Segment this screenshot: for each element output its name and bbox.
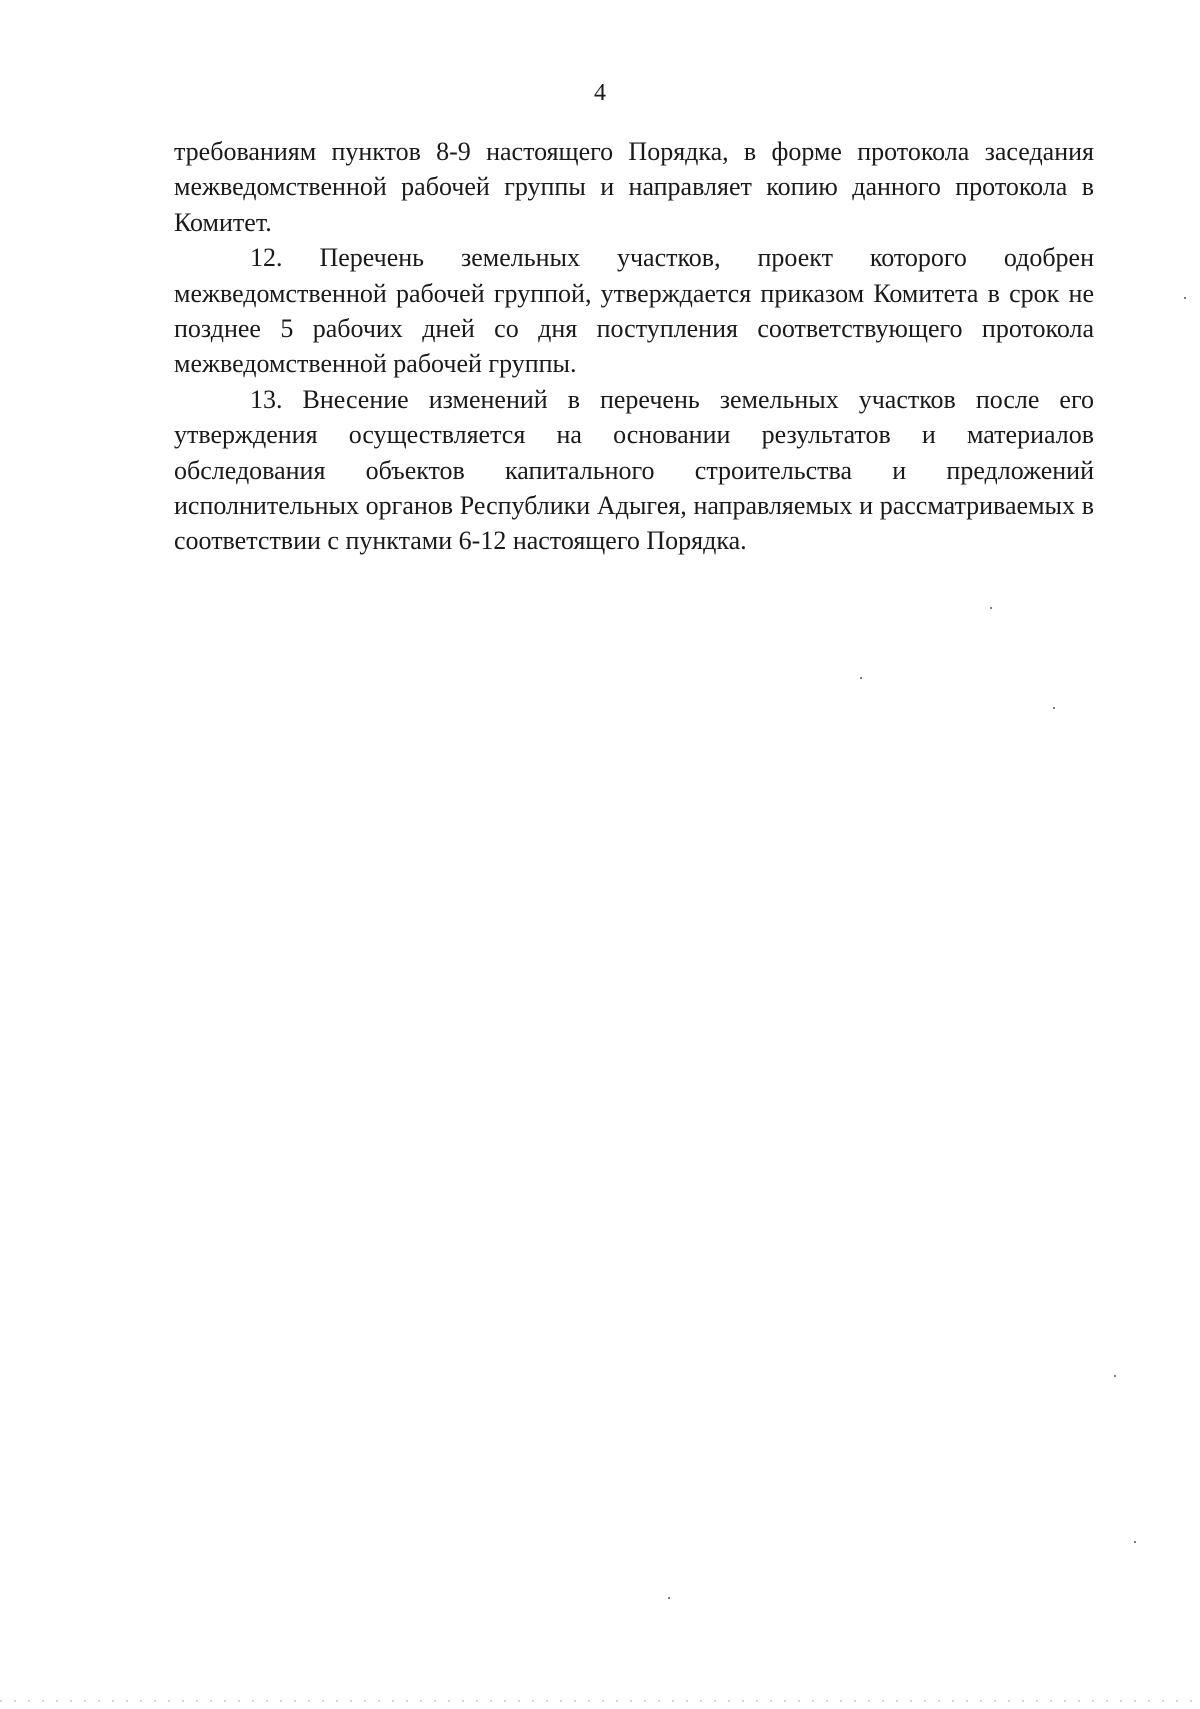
document-body <box>174 134 1094 559</box>
scan-speck <box>1184 297 1186 299</box>
paragraph-item-12: 12. Перечень земельных участков, проект которого одобрен межведомственной рабочей группой, утверждается приказом Комитета в срок не позднее 5 рабочих дней со дня поступления соответствующего протокола межведомственной рабочей группы. <box>174 243 1094 379</box>
scan-edge-noise <box>0 1700 1200 1702</box>
scan-speck <box>990 607 992 609</box>
scan-speck <box>1053 707 1055 709</box>
scan-speck <box>1134 1541 1136 1543</box>
scan-speck <box>668 1597 670 1599</box>
page-number: 4 <box>594 80 606 106</box>
scan-speck <box>1114 1375 1116 1377</box>
scan-speck <box>860 677 862 679</box>
paragraph-continuation: требованиям пунктов 8-9 настоящего Порядка, в форме протокола заседания межведомственной рабочей группы и направляет копию данного протокола в Комитет. <box>174 137 1094 237</box>
paragraph-item-13: 13. Внесение изменений в перечень земельных участков после его утверждения осуществляется на основании результатов и материалов обследования объектов капитального строительства и предложений исполнительных органов Республики Адыгея, направляемых и рассматриваемых в соответствии с пунктами 6-12 настоящего Порядка. <box>174 384 1094 556</box>
